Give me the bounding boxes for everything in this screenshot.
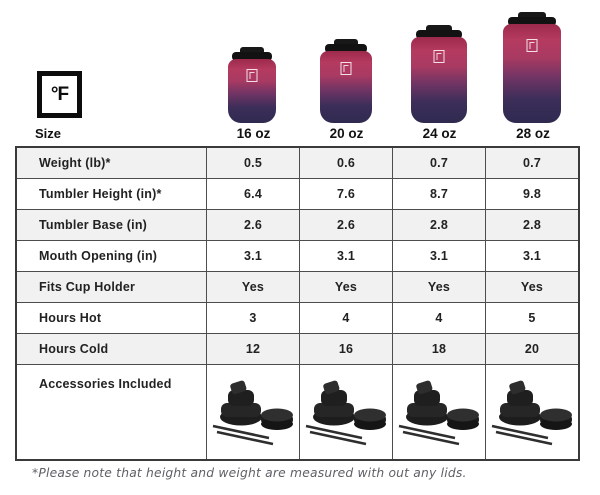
accessories-cell-16oz — [207, 365, 300, 459]
cell-value: 12 — [207, 334, 300, 364]
round-lid-icon — [540, 409, 572, 431]
size-col-28oz: 28 oz — [516, 125, 550, 141]
straws-icon — [213, 426, 273, 444]
table-row-cupholder — [17, 272, 578, 303]
cell-value: 7.6 — [300, 179, 393, 209]
cell-value: 2.8 — [523, 218, 541, 232]
row-label: Fits Cup Holder — [17, 272, 207, 302]
accessories-image — [211, 376, 295, 448]
straws-icon — [399, 426, 459, 444]
row-label: Hours Cold — [17, 334, 207, 364]
spec-table — [15, 146, 580, 461]
accessories-image — [397, 376, 481, 448]
brand-logo-text: °F — [50, 83, 69, 105]
cell-value: 0.5 — [207, 148, 300, 178]
cell-value: 3.1 — [393, 241, 486, 271]
cell-value: Yes — [300, 272, 393, 302]
size-col-16oz: 16 oz — [236, 125, 271, 141]
tumbler-body — [320, 51, 372, 123]
brand-mark-icon — [434, 50, 445, 63]
cell-value: 0.7 — [393, 148, 486, 178]
size-header-label: Size — [35, 125, 62, 141]
tumbler-image-20oz — [320, 39, 372, 123]
accessories-cell-20oz — [300, 365, 393, 459]
round-lid-icon — [447, 409, 479, 431]
round-lid-icon — [354, 409, 386, 431]
cell-value: 3.1 — [523, 249, 541, 263]
cell-value: 0.7 — [523, 156, 541, 170]
cell-value: 8.7 — [393, 179, 486, 209]
cell-value: Yes — [520, 280, 544, 294]
row-label: Weight (lb)* — [17, 148, 207, 178]
table-row-height — [17, 179, 578, 210]
cell-value: Yes — [393, 272, 486, 302]
brand-mark-icon — [527, 39, 538, 52]
tumbler-body — [411, 37, 467, 123]
cell-value: 2.6 — [207, 210, 300, 240]
cell-value: 3.1 — [300, 241, 393, 271]
cell-value: 20 — [524, 342, 540, 356]
cell-value: 4 — [393, 303, 486, 333]
cell-value: 3 — [207, 303, 300, 333]
row-label: Tumbler Base (in) — [17, 210, 207, 240]
table-row-accessories — [17, 365, 578, 459]
straws-icon — [306, 426, 366, 444]
accessories-cell-28oz — [486, 365, 578, 459]
straws-icon — [492, 426, 552, 444]
cell-value: 18 — [393, 334, 486, 364]
round-lid-icon — [261, 409, 293, 431]
flip-lid-icon — [313, 380, 355, 426]
tumbler-image-24oz — [411, 25, 467, 123]
row-label: Hours Hot — [17, 303, 207, 333]
tumbler-body — [503, 24, 561, 123]
size-col-20oz: 20 oz — [329, 125, 364, 141]
accessories-cell-24oz — [393, 365, 486, 459]
cell-value: 16 — [300, 334, 393, 364]
tumbler-image-16oz — [228, 47, 276, 123]
row-label: Tumbler Height (in)* — [17, 179, 207, 209]
flip-lid-icon — [499, 380, 541, 426]
accessories-image — [304, 376, 388, 448]
footnote: *Please note that height and weight are measured with out any lids. — [32, 466, 467, 480]
cell-value: Yes — [207, 272, 300, 302]
cell-value: 2.8 — [393, 210, 486, 240]
cell-value: 6.4 — [207, 179, 300, 209]
cell-value: 3.1 — [207, 241, 300, 271]
flip-lid-icon — [406, 380, 448, 426]
table-row-base — [17, 210, 578, 241]
size-col-24oz: 24 oz — [422, 125, 457, 141]
brand-mark-icon — [247, 69, 258, 82]
accessories-image — [490, 376, 574, 448]
tumbler-image-28oz — [503, 12, 561, 123]
cell-value: 9.8 — [523, 187, 541, 201]
cell-value: 2.6 — [300, 210, 393, 240]
cell-value: 0.6 — [300, 148, 393, 178]
table-row-mouth — [17, 241, 578, 272]
flip-lid-icon — [220, 380, 262, 426]
row-label: Mouth Opening (in) — [17, 241, 207, 271]
size-header-row — [15, 123, 580, 143]
brand-mark-icon — [341, 62, 352, 75]
brand-logo — [37, 71, 82, 118]
cell-value: 4 — [300, 303, 393, 333]
tumbler-body — [228, 59, 276, 123]
table-row-weight — [17, 148, 578, 179]
table-row-hours-hot — [17, 303, 578, 334]
cell-value: 5 — [528, 311, 536, 325]
row-label: Accessories Included — [17, 365, 207, 459]
table-row-hours-cold — [17, 334, 578, 365]
